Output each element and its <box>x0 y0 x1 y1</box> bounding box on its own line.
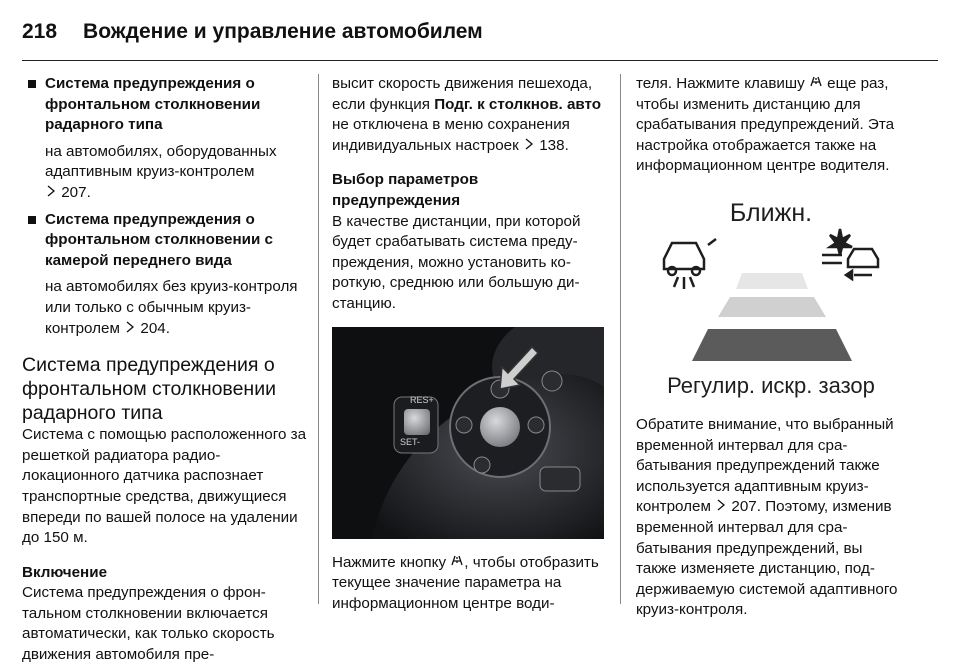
text-part: еще раз, чтобы изменить дистанцию для срабатывания предупреждений. Эта настройка отображается также на информационном центре водителя. <box>636 75 895 175</box>
paragraph <box>636 415 906 621</box>
page-reference: 204. <box>140 319 170 337</box>
sub-heading: Выбор параметров предупреждения <box>332 171 479 209</box>
bullet-square-icon <box>28 80 36 88</box>
page-reference: 207. <box>61 183 91 201</box>
collision-distance-icon <box>450 554 464 567</box>
set-label: SET- <box>400 436 421 447</box>
reference-arrow-icon <box>45 185 57 197</box>
continued-text <box>332 74 604 156</box>
bullet-title: Система предупреждения о фронтальном столкновении с камерой переднего вида <box>45 210 273 269</box>
collision-distance-icon <box>809 75 823 88</box>
text-part: Поэтому, изменив временной интервал для срабатывания предупреждений, вы также изменяете дистанцию, поддерживаемую системой адаптивного круиз-контроля. <box>636 498 898 619</box>
page-reference: 207. <box>731 498 761 516</box>
text-part: Обратите внимание, что выбранный временной интервал для срабатывания предупреждений также используется адаптивным круиз-контролем <box>636 415 894 516</box>
sub-heading: Включение <box>22 563 108 581</box>
bullet-text <box>22 142 308 204</box>
page-title: Вождение и управление автомобилем <box>83 20 483 43</box>
column-3 <box>636 74 906 621</box>
reference-arrow-icon <box>715 499 727 511</box>
page-reference: 138. <box>539 136 569 154</box>
steering-wheel-photo <box>332 327 604 539</box>
display-title: Ближн. <box>729 198 813 227</box>
reference-arrow-icon <box>523 138 535 150</box>
steering-wheel-illustration <box>332 327 604 539</box>
header-divider <box>22 60 938 61</box>
caption-part: , чтобы отобразить текущее значение параметра на информационном центре води- <box>332 553 599 612</box>
res-label: RES+ <box>410 394 434 405</box>
reference-arrow-icon <box>124 321 136 333</box>
driver-display-illustration <box>636 189 906 401</box>
bullet-item <box>22 74 308 136</box>
sub-text: Система предупреждения о фронтальном столкновении включается автоматически, как только скорость движения автомобиля пре- <box>22 584 275 664</box>
column-divider-1 <box>318 74 319 604</box>
bullet-text <box>22 277 308 339</box>
column-2 <box>332 74 604 614</box>
page-number: 218 <box>22 20 58 43</box>
bullet-body: на автомобилях, оборудованных адаптивным круиз-контролем <box>45 142 277 181</box>
display-graphic <box>636 189 906 401</box>
section-text: Система с помощью расположенного за решеткой радиатора радиолокационного датчика распознает транспортные средства, движущиеся впереди по вашей полосе на удалении до 150 м. <box>22 426 307 547</box>
car-collision-icon <box>664 239 716 289</box>
paragraph: В качестве дистанции, при которой будет срабатывать система предупреждения, можно установить короткую, среднюю или большую дистанцию. <box>332 212 581 312</box>
caption <box>332 553 604 615</box>
section-heading: Система предупреждения о фронтальном столкновении радарного типа <box>22 354 276 425</box>
bullet-item <box>22 210 308 272</box>
front-car-warning-icon <box>822 229 878 279</box>
bullet-square-icon <box>28 216 36 224</box>
caption-part: Нажмите кнопку <box>332 553 447 571</box>
text-part: не отключена в меню сохранения индивидуальных настроек <box>332 116 570 154</box>
text-part: теля. Нажмите клавишу <box>636 75 805 92</box>
continued-text <box>636 74 906 177</box>
page-header <box>22 12 942 52</box>
column-divider-2 <box>620 74 621 604</box>
column-1 <box>22 74 308 666</box>
text-part: высит скорость движения пешехода, если функция <box>332 75 593 113</box>
bullet-title: Система предупреждения о фронтальном столкновении радарного типа <box>45 75 261 134</box>
bullet-body: на автомобилях без круиз-контроля или только с обычным круиз-контролем <box>45 278 298 337</box>
function-name: Подг. к столкнов. авто <box>434 95 602 113</box>
display-footer: Регулир. искр. зазор <box>667 372 875 398</box>
